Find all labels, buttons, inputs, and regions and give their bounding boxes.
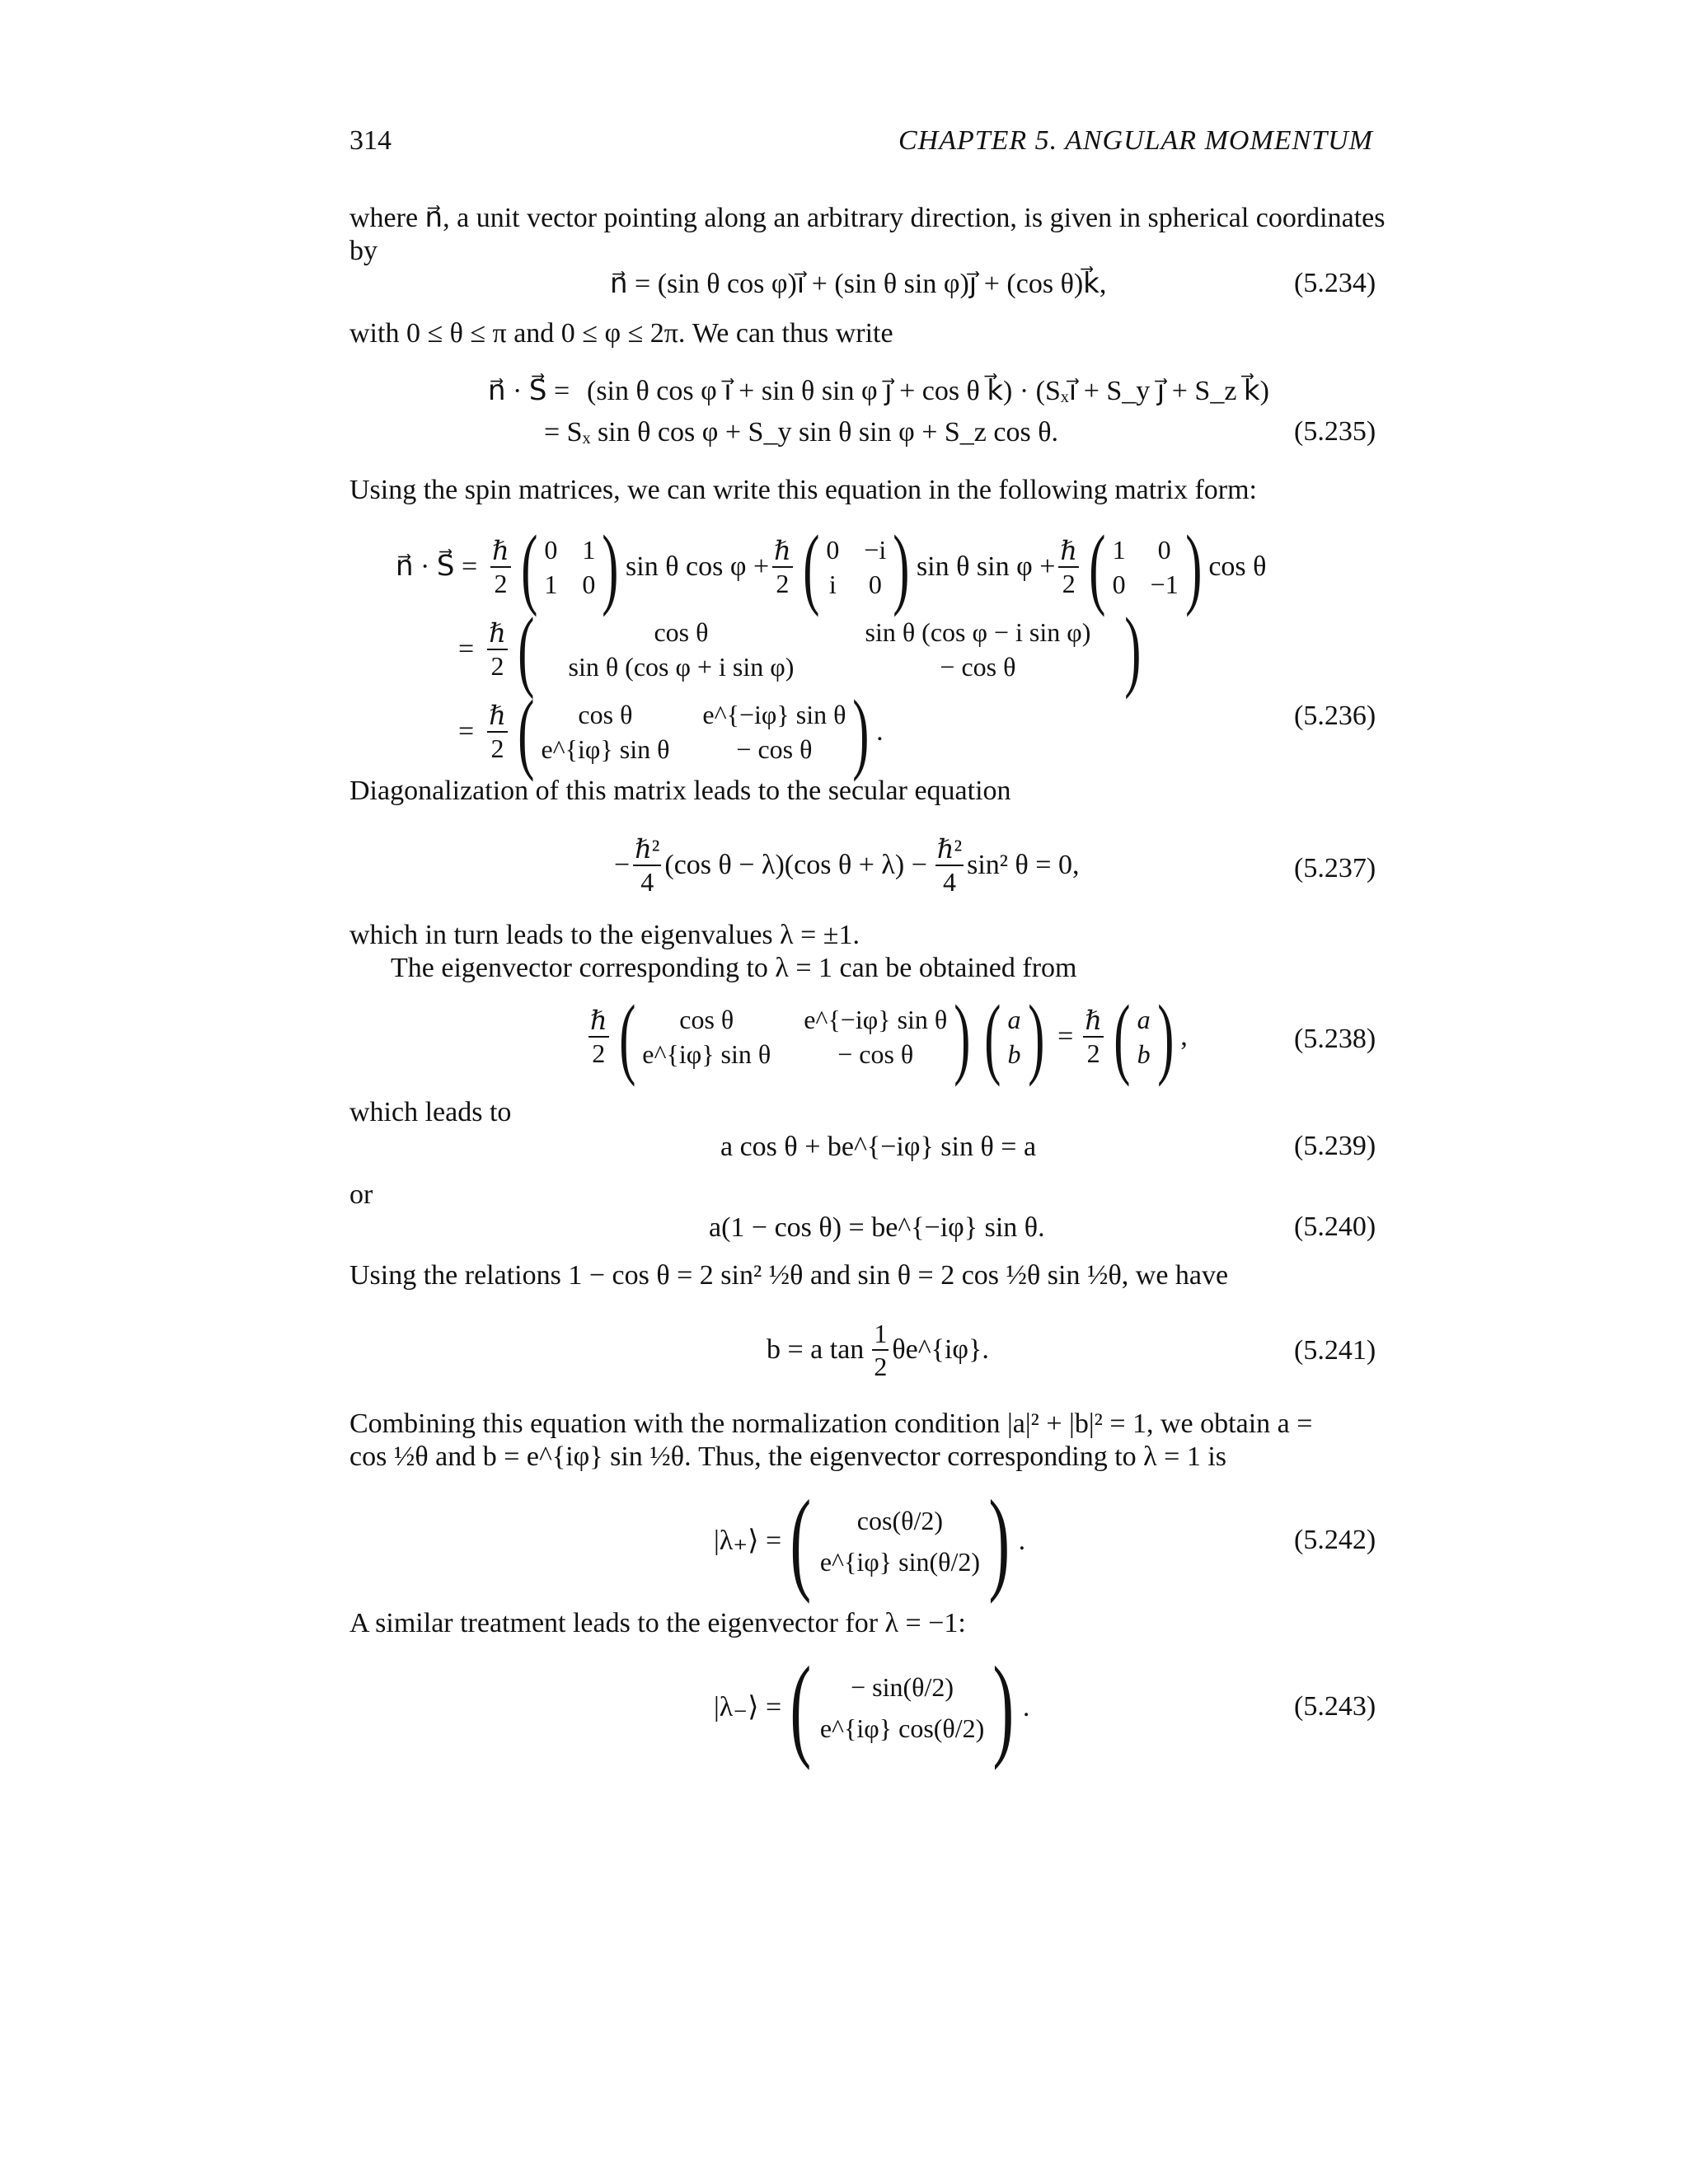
page-number: 314 (349, 125, 392, 156)
equation-5-242: |λ₊⟩ = ( cos(θ/2) e^{iφ} sin(θ/2) ) . (714, 1477, 1026, 1605)
paragraph-4: Diagonalization of this matrix leads to the secular equation (349, 776, 1011, 806)
eqno-5-237: (5.237) (1294, 853, 1376, 883)
equation-5-243: |λ₋⟩ = ( − sin(θ/2) e^{iφ} cos(θ/2) ) . (714, 1643, 1030, 1771)
eigenvector-minus: ( − sin(θ/2) e^{iφ} cos(θ/2) ) (790, 1643, 1015, 1771)
eqno-5-234: (5.234) (1294, 268, 1376, 298)
paragraph-6: The eigenvector corresponding to λ = 1 can be obtained from (391, 953, 1077, 983)
frac-hbar-2: $\frac{\text{ℏ}}{2}$ (492, 536, 509, 598)
eqno-5-238: (5.238) (1294, 1024, 1376, 1054)
eqno-5-243: (5.243) (1294, 1691, 1376, 1722)
equation-5-239: a cos θ + be^{−iφ} sin θ = a (720, 1132, 1037, 1162)
eq236-lhs: n⃗ · S⃗ = (396, 551, 478, 582)
paragraph-10b: cos ½θ and b = e^{iφ} sin ½θ. Thus, the eigenvector corresponding to λ = 1 is (349, 1441, 1226, 1472)
equation-5-240: a(1 − cos θ) = be^{−iφ} sin θ. (709, 1212, 1045, 1243)
sigma-y-matrix: ( 0 −i i 0 ) (802, 517, 910, 617)
paragraph-1a: where n⃗, a unit vector pointing along an arbitrary direction, is given in spherical coordinates (349, 203, 1386, 233)
equation-5-236-line2: = $\frac{\text{ℏ}}{2}$ ( cos θ sin θ (cos φ − i sin φ) sin θ (cos φ + i sin φ) − cos θ ) (458, 610, 1148, 689)
equation-5-236-line3: = $\frac{\text{ℏ}}{2}$ ( cos θ e^{−iφ} sin θ e^{iφ} sin θ − cos θ ) . (458, 682, 884, 782)
frac-hbar-2: $\frac{\text{ℏ}}{2}$ (1085, 1005, 1102, 1068)
paragraph-8: or (349, 1179, 373, 1210)
paragraph-5: which in turn leads to the eigenvalues λ = ±1. (349, 920, 860, 950)
frac-1-2: $\frac{1}{2}$ (874, 1319, 888, 1381)
sigma-z-matrix: ( 1 0 0 −1 ) (1089, 517, 1203, 617)
vector-ab: ( a b ) (1114, 987, 1174, 1087)
equation-5-235-line1: (sin θ cos φ i⃗ + sin θ sin φ j⃗ + cos θ k⃗) · (Sₓi⃗ + S_y j⃗ + S_z k⃗) (587, 376, 1269, 406)
eq236-term1: sin θ cos φ + (626, 551, 770, 582)
equation-5-238: $\frac{\text{ℏ}}{2}$ ( cos θ e^{−iφ} sin θ e^{iφ} sin θ − cos θ ) ( a b ) = $\frac{\text{ℏ}}{2}$ ( a b ) , (590, 987, 1188, 1087)
frac-hbar-2: $\frac{\text{ℏ}}{2}$ (1060, 536, 1078, 598)
frac-hbar-2: $\frac{\text{ℏ}}{2}$ (774, 536, 791, 598)
eqno-5-236: (5.236) (1294, 701, 1376, 731)
eqno-5-242: (5.242) (1294, 1525, 1376, 1555)
eq236-term2: sin θ sin φ + (916, 551, 1056, 582)
eqno-5-239: (5.239) (1294, 1131, 1376, 1161)
frac-hbar-2: $\frac{\text{ℏ}}{2}$ (489, 618, 506, 681)
running-header: CHAPTER 5. ANGULAR MOMENTUM (898, 125, 1373, 156)
paragraph-9: Using the relations 1 − cos θ = 2 sin² ½θ and sin θ = 2 cos ½θ sin ½θ, we have (349, 1260, 1229, 1291)
equation-5-241: b = a tan $\frac{1}{2}$ θe^{iφ}. (767, 1319, 989, 1381)
matrix-eigen: ( cos θ e^{−iφ} sin θ e^{iφ} sin θ − cos θ ) (618, 987, 971, 1087)
paragraph-10a: Combining this equation with the normalization condition |a|² + |b|² = 1, we obtain a = (349, 1408, 1313, 1439)
paragraph-1b: by (349, 236, 377, 266)
paragraph-7: which leads to (349, 1097, 512, 1127)
paragraph-3: Using the spin matrices, we can write this equation in the following matrix form: (349, 475, 1257, 505)
equation-5-234: n⃗ = (sin θ cos φ)i⃗ + (sin θ sin φ)j⃗ + (cos θ)k⃗, (610, 269, 1107, 299)
equation-5-235-line2: = Sₓ sin θ cos φ + S_y sin θ sin φ + S_z cos θ. (544, 417, 1058, 448)
matrix-exponential: ( cos θ e^{−iφ} sin θ e^{iφ} sin θ − cos θ ) (518, 682, 870, 782)
eq236-term3: cos θ (1208, 551, 1267, 582)
eqno-5-241: (5.241) (1294, 1335, 1376, 1366)
frac-hbar2-4: $\frac{\text{ℏ²}}{4}$ (635, 834, 660, 897)
eigenvector-plus: ( cos(θ/2) e^{iφ} sin(θ/2) ) (790, 1477, 1010, 1605)
frac-hbar-2: $\frac{\text{ℏ}}{2}$ (590, 1005, 607, 1068)
vector-ab: ( a b ) (984, 987, 1044, 1087)
matrix-expanded: ( cos θ sin θ (cos φ − i sin φ) sin θ (cos φ + i sin φ) − cos θ ) (518, 599, 1142, 700)
frac-hbar2-4: $\frac{\text{ℏ²}}{4}$ (936, 834, 963, 897)
sigma-x-matrix: ( 0 1 1 0 ) (520, 517, 619, 617)
eqno-5-240: (5.240) (1294, 1212, 1376, 1242)
equation-5-237: − $\frac{\text{ℏ²}}{4}$ (cos θ − λ)(cos θ + λ) − $\frac{\text{ℏ²}}{4}$ sin² θ = 0, (614, 834, 1080, 897)
equation-5-236-line1 (396, 517, 1267, 617)
equation-5-235-lhs: n⃗ · S⃗ = (488, 376, 570, 406)
paragraph-11: A similar treatment leads to the eigenvector for λ = −1: (349, 1608, 966, 1638)
paragraph-2: with 0 ≤ θ ≤ π and 0 ≤ φ ≤ 2π. We can thus write (349, 318, 893, 349)
frac-hbar-2: $\frac{\text{ℏ}}{2}$ (489, 701, 506, 763)
eqno-5-235: (5.235) (1294, 416, 1376, 447)
